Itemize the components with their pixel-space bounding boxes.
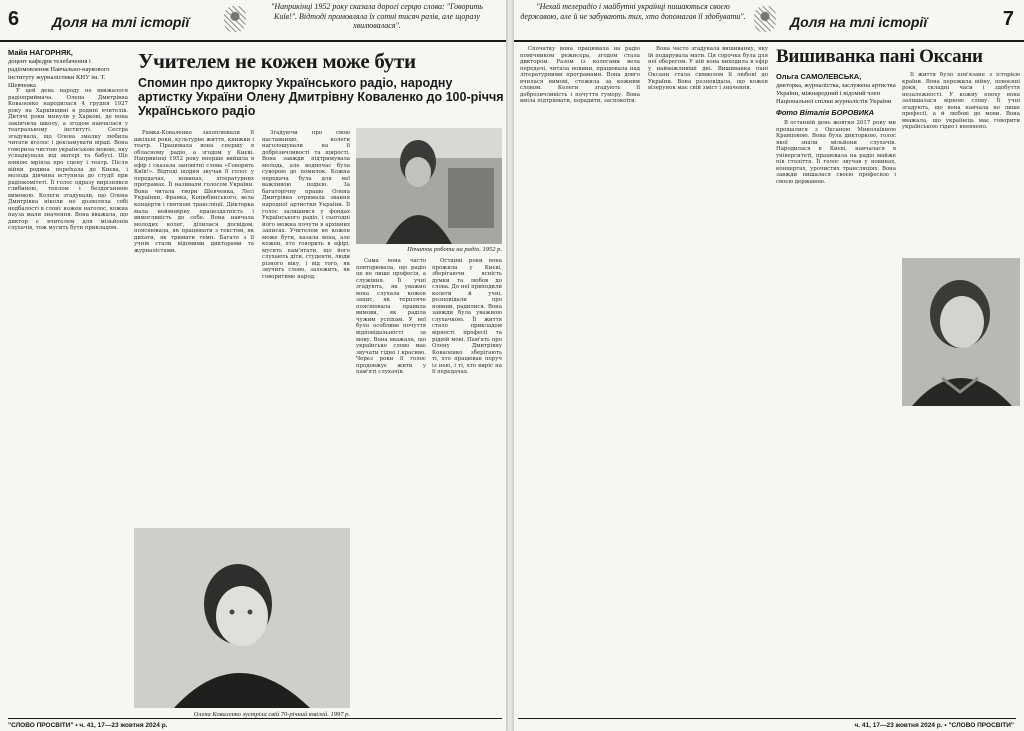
article-column: Вона часто згадувала вишиванку, яку їй подарувала мати. Ця сорочка була для неї оберегом. У ній вона виходила в ефір у найважливіші дні. Вишиванка пані Оксани стала символом її любові до України. Вона розповідала, що кожен візерунок має свій зміст і значення.: [648, 46, 768, 92]
portrait-photo: [356, 128, 502, 244]
article-column: В останній день жовтня 2017 року ми прощалися з Оксаною Миколаївною Кравцовою. Вона була дикторкою, голос якої знали мільйони слухачів. Народилася в Києві, навчалася в університеті, працювала на радіо майже пів століття. Її голос звучав у новинах, концертах, урочистих трансляціях. Вона завжди пишалася своєю професією і своєю державою.: [776, 120, 896, 185]
article-column: У цей день народу не ввижалося радіоприймача. Олена Дмитрівна Коваленко народилася 4 грудня 1927 року на Харківщині в родині вчителів. Дитячі роки минули у Харкові, де вона закінчила школу, а згодом навчалася у театральному інституті. Сестра згадувала, що Олена змалку любила читати вголос і декламувати вірші. Вона говорила чистою українською мовою, яку успадкувала від матері та бабусі. Ще юнкою мріяла про сцену і театр. Після війни родина переїхала до Києва, і молода дівчина вступила до студії при радіокомітеті. Її голос одразу вирізнявся глибиною, теплом і бездоганною вимовою. Колеги згадували, що Олена Дмитрівна ніколи не дозволяла собі недбалості в слові: кожен наголос, кожна пауза мали значення. Вона вважала, що диктор є вчителем для мільйонів слухачів, тож мусить бути прикладом.: [8, 88, 128, 232]
left-page-header: [0, 0, 506, 42]
portrait-photo: [902, 258, 1020, 406]
section-title: Доля на тлі історії: [52, 14, 190, 30]
author-name: Майя НАГОРНЯК,: [8, 48, 73, 57]
photo-caption: Початок роботи на радіо. 1952 р.: [407, 246, 502, 253]
photo-caption: Олена Коваленко зустріла свій 70-річний ювілей. 1997 р.: [193, 711, 350, 718]
photo-image: [356, 128, 502, 244]
footer-rule: [518, 718, 1016, 719]
article-column: Згадуючи про свою наставницю, колеги наголошували на її доброзичливості та щирості. Вона завжди підтримувала молодь, але водночас була суворою до помилок. Кожна передача була для неї важливою подією. За багаторічну працю Олена Дмитрівна отримала звання народної артистки України. Її голос залишився у фондах Українського радіо, і сьогодні його можна почути в архівних записах. Учителем не кожен може бути, казала вона, але кожен, хто говорить в ефірі, мусить пам'ятати, що його слухають діти, студенти, люди різного віку, і від того, як звучить слово, залежить, як говоритиме народ.: [262, 130, 350, 281]
photo-image: [902, 258, 1020, 406]
article-subtitle: Спомин про дикторку Українського радіо, народну артистку України Олену Дмитрівну Коваленко до 100-річчя Українського радіо: [138, 76, 504, 118]
article-title: Учителем не кожен може бути: [138, 49, 416, 73]
page-gutter: [506, 0, 514, 731]
page-number: 7: [1002, 8, 1014, 30]
left-page: [0, 0, 507, 731]
article-column: Її життя було пов'язане з історією країни. Вона пережила війну, повоєнні роки, складні часи і здобуття незалежності. У кожну епоху вона залишалася вірною слову. Її учні згадують, що вона навчала не лише професії, а й любові до мови. Вона вважала, що українець має говорити українською гідно і впевнено.: [902, 72, 1020, 131]
article-title: Вишиванка пані Оксани: [776, 46, 983, 67]
article-column: Останні роки вона прожила у Києві, зберігаючи ясність думки та любов до слова. До неї приходили колеги й учні, розповідали про новини, радилися. Вона завжди була уважною слухачкою. Її життя стало прикладом вірності професії та рідній мові. Пам'ять про Олену Дмитрівну Коваленко зберігають ті, хто працював поруч із нею, і ті, хто виріс на її передачах.: [432, 258, 502, 376]
photo-image: [134, 528, 350, 708]
ornament-icon: [224, 6, 246, 32]
right-page: [514, 0, 1024, 731]
right-page-header: [514, 0, 1024, 42]
footer-text: "СЛОВО ПРОСВІТИ" • ч. 41, 17—23 жовтня 2024 р.: [8, 722, 168, 729]
article-column: Спочатку вона працювала на радіо помічником режисера, згодом стала диктором. Разом із колегами вела передачі, читала новини, працювала над літературними програмами. Вона довго вчилася вимові, стежила за кожним словом. Колеги згадують її доброзичливість і почуття гумору. Вона вміла підтримати, порадити, заспокоїти.: [520, 46, 640, 105]
footer-text: ч. 41, 17—23 жовтня 2024 р. • "СЛОВО ПРОСВІТИ": [854, 722, 1014, 729]
ornament-icon: [754, 6, 776, 32]
author-description: доцент кафедри телебачення і радіомовлення Навчально-наукового інституту журналістики КНУ ім. Т. Шевченка: [8, 58, 110, 89]
header-quote: "Нехай телерадіо і майбутні українці пишаються своєю державою, але й не забувають тих, хто допомагав її здобувати".: [520, 2, 746, 21]
article-column: Сама вона часто повторювала, що радіо це не лише професія, а служіння. Її учні згадують, як уважно вона слухала кожен запис, як терпляче пояснювала правила вимови, як раділа чужим успіхам. У неї було особливе почуття відповідальності за мову. Вона вважала, що українське слово має звучати гідно і красиво. Через роки її голос продовжує жити у пам'яті слухачів.: [356, 258, 426, 376]
portrait-photo: [134, 528, 350, 708]
section-title: Доля на тлі історії: [790, 14, 928, 30]
page-number: 6: [8, 8, 20, 30]
article-column: Рамка-Коваленко захоплювали її шкільні роки, культурне життя, книжки і театр. Працювала вона спершу в обласному радіо, а згодом у Києві. Наприкінці 1952 року вперше вийшла в ефір і сказала заповітні слова «Говорить Київ!». Відтоді щодня звучав її голос у передачах, новинах, літературних програмах. Її називали голосом України. Вона читала твори Шевченка, Лесі Українки, Франка, Коцюбинського, вела концерти і святкові трансляції. Дикторка мала неймовірну працездатність і вимогливість до себе. Вона навчала молодих колег, ділилася досвідом, пояснювала, як працювати з текстом, як дихати, як тримати темп. Багато з її учнів стали відомими дикторами та журналістами.: [134, 130, 254, 254]
author-description: дикторка, журналістка, заслужена артистка України, міжнародний і відомий член Національної спілки журналістів України: [776, 82, 896, 105]
footer-rule: [8, 718, 502, 719]
author-name: Ольга САМОЛЕВСЬКА,: [776, 72, 862, 81]
header-quote: "Наприкінці 1952 року сказала дорогі серцю слова: "Говорить Київ!". Відтоді промовляла їх сотні тисяч разів, але щоразу хвилювалася".: [271, 2, 483, 30]
photo-credit: Фото Віталія БОРОВИКА: [776, 108, 875, 117]
